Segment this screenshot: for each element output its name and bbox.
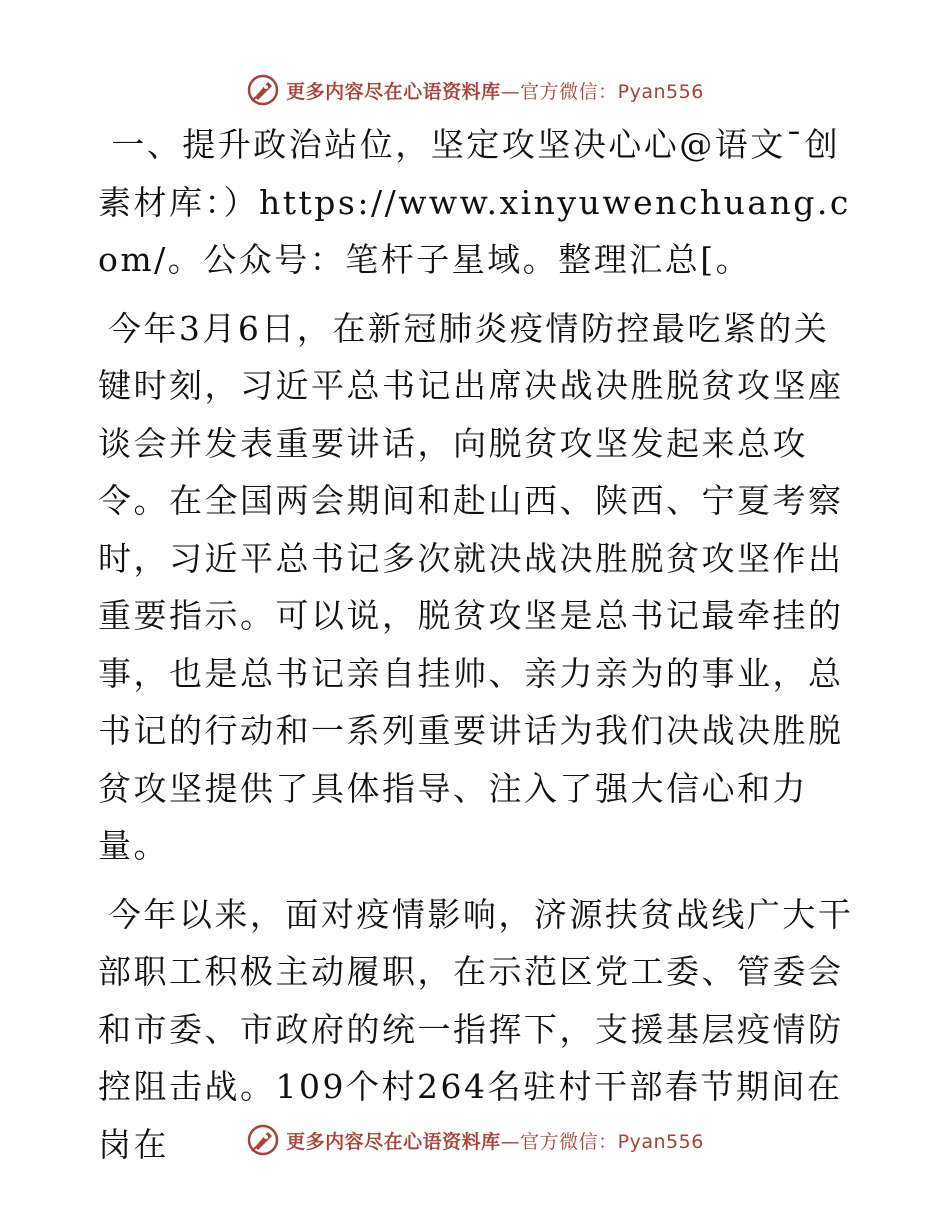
watermark-brand: 更多内容尽在心语资料库 <box>286 1130 501 1153</box>
watermark-text <box>286 1127 704 1154</box>
watermark-text <box>286 77 704 104</box>
watermark-suffix: 官方微信：Pyan556 <box>520 80 704 103</box>
paragraph: 今年3月6日，在新冠肺炎疫情防控最吃紧的关键时刻，习近平总书记出席决战决胜脱贫攻坚座谈会并发表重要讲话，向脱贫攻坚发起来总攻令。在全国两会期间和赴山西、陕西、宁夏考察时，习近平总书记多次就决战决胜脱贫攻坚作出重要指示。可以说，脱贫攻坚是总书记最牵挂的事，也是总书记亲自挂帅、亲力亲为的事业，总书记的行动和一系列重要讲话为我们决战决胜脱贫攻坚提供了具体指导、注入了强大信心和力量。 <box>98 308 844 865</box>
watermark-suffix: 官方微信：Pyan556 <box>520 1130 704 1153</box>
paragraph-heading: 一、提升政治站位，坚定攻坚决心心@语文¯创素材库：）https://www.xinyuwenchuang.com/。公众号：笔杆子星域。整理汇总[。 <box>98 125 851 279</box>
watermark-dash: — <box>500 1130 521 1153</box>
header-watermark <box>0 70 950 110</box>
watermark-brand: 更多内容尽在心语资料库 <box>286 80 501 103</box>
document-body <box>98 116 858 1184</box>
footer-watermark <box>0 1120 950 1160</box>
watermark-dash: — <box>500 80 521 103</box>
pen-nib-logo-icon <box>246 73 280 107</box>
paragraph: 今年以来，面对疫情影响，济源扶贫战线广大干部职工积极主动履职，在示范区党工委、管委会和市委、市政府的统一指挥下，支援基层疫情防控阻击战。109个村264名驻村干部春节期间在岗在 <box>98 894 854 1164</box>
pen-nib-logo-icon <box>246 1123 280 1157</box>
